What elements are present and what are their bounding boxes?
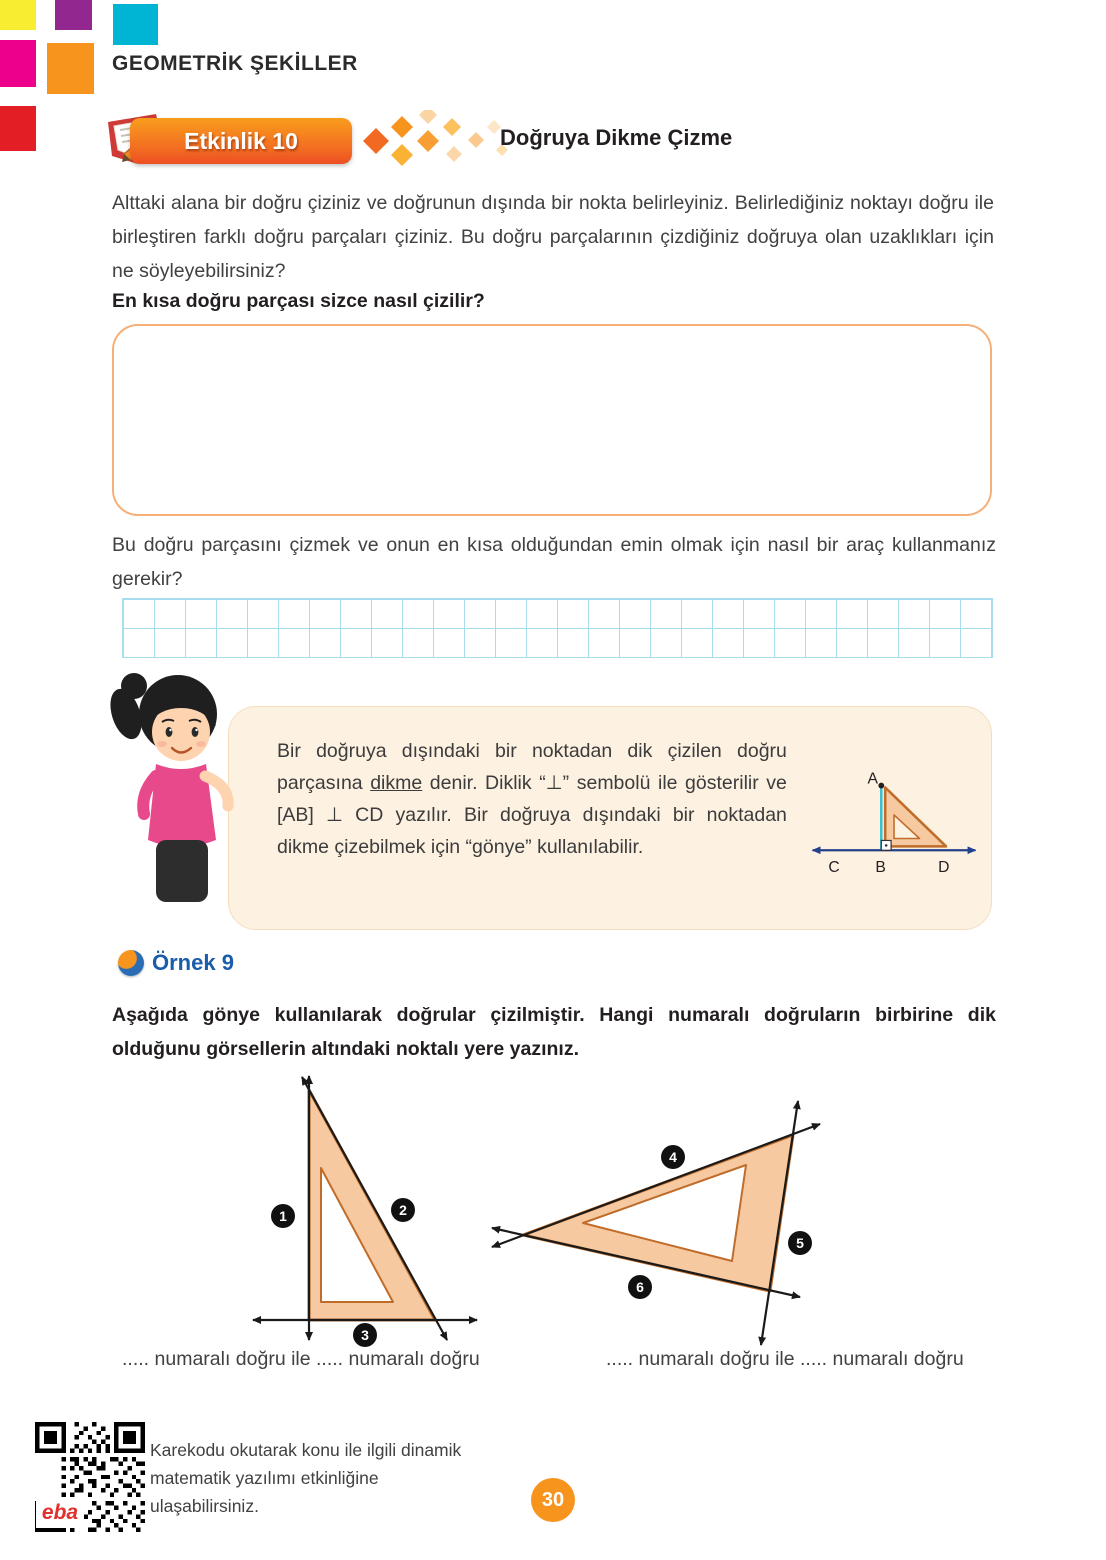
- svg-text:5: 5: [796, 1235, 804, 1251]
- line-number-badge-5: [788, 1231, 812, 1255]
- activity-title: Doğruya Dikme Çizme: [500, 125, 733, 150]
- activity-badge: [130, 118, 352, 164]
- eba-logo: eba: [36, 1498, 84, 1528]
- line-number-badge-1: [271, 1204, 295, 1228]
- info-bubble-text: [277, 735, 787, 863]
- decor-square-cyan: [113, 4, 158, 45]
- answer-blank-left: ..... numaralı doğru ile ..... numaralı doğru: [122, 1348, 480, 1370]
- activity-badge-label: Etkinlik 10: [184, 127, 298, 154]
- line-number-badge-4: [661, 1145, 685, 1169]
- intro-bold-question: En kısa doğru parçası sizce nasıl çizilir?: [112, 290, 485, 312]
- qr-caption: Karekodu okutarak konu ile ilgili dinamik matematik yazılımı etkinliğine ulaşabilirsiniz.: [150, 1440, 462, 1516]
- svg-text:1: 1: [279, 1208, 287, 1224]
- drawing-answer-box: [112, 324, 992, 516]
- intro-paragraph: Alttaki alana bir doğru çiziniz ve doğrunun dışında bir nokta belirleyiniz. Belirlediğiniz noktayı doğru ile birleştiren farklı doğru parçaları çiziniz. Bu doğru parçalarının çizdiğiniz doğruya olan uzaklıkları için ne söyleyebilirsiniz?: [112, 192, 994, 282]
- section-title: GEOMETRİK ŞEKİLLER: [112, 52, 358, 75]
- set-square-figure-1: [245, 1068, 485, 1348]
- svg-text:B: B: [875, 858, 886, 876]
- page-number: 30: [541, 1488, 565, 1511]
- answers-row: [112, 1348, 996, 1371]
- decor-square-orange: [47, 43, 94, 94]
- svg-text:4: 4: [669, 1149, 677, 1165]
- line-number-badge-6: [628, 1275, 652, 1299]
- decor-square-yellow: [0, 0, 36, 30]
- set-square-figure-2: [488, 1095, 888, 1350]
- svg-text:D: D: [938, 858, 950, 876]
- example-instruction: Aşağıda gönye kullanılarak doğrular çizilmiştir. Hangi numaralı doğruların birbirine dik olduğunu görsellerin altındaki noktalı yere yazınız.: [112, 1004, 996, 1060]
- diamond-decoration: [356, 110, 516, 172]
- tool-question: Bu doğru parçasını çizmek ve onun en kısa olduğundan emin olmak için nasıl bir araç kullanmanız gerekir?: [112, 534, 996, 590]
- decor-square-red: [0, 106, 36, 151]
- ornek-sphere-icon: [118, 950, 144, 976]
- writing-grid: [122, 598, 993, 658]
- svg-text:A: A: [867, 770, 878, 788]
- decor-square-purple: [55, 0, 92, 30]
- perpendicular-diagram: [795, 733, 991, 893]
- decor-square-pink: [0, 40, 36, 87]
- line-number-badge-2: [391, 1198, 415, 1222]
- info-speech-bubble: [228, 706, 992, 930]
- svg-text:2: 2: [399, 1202, 407, 1218]
- example-badge-label: Örnek 9: [152, 950, 234, 975]
- line-number-badge-3: [353, 1323, 377, 1347]
- page-number-badge: [531, 1478, 575, 1522]
- example-badge-row: [118, 950, 234, 976]
- character-illustration: [104, 664, 236, 924]
- svg-text:3: 3: [361, 1327, 369, 1343]
- bubble-text-after: denir. Diklik “⊥” sembolü ile gösterilir ve [AB] ⊥ CD yazılır. Bir doğruya dışındaki bir noktadan dikme çizebilmek için “gönye” kullanılabilir.: [277, 772, 787, 858]
- answer-blank-right: ..... numaralı doğru ile ..... numaralı doğru: [606, 1348, 964, 1370]
- bubble-text-before: Bir doğruya dışındaki bir noktadan dik çizilen doğru parçasına: [277, 740, 787, 794]
- bubble-term-dikme: dikme: [370, 772, 423, 794]
- svg-text:C: C: [828, 858, 840, 876]
- svg-text:6: 6: [636, 1279, 644, 1295]
